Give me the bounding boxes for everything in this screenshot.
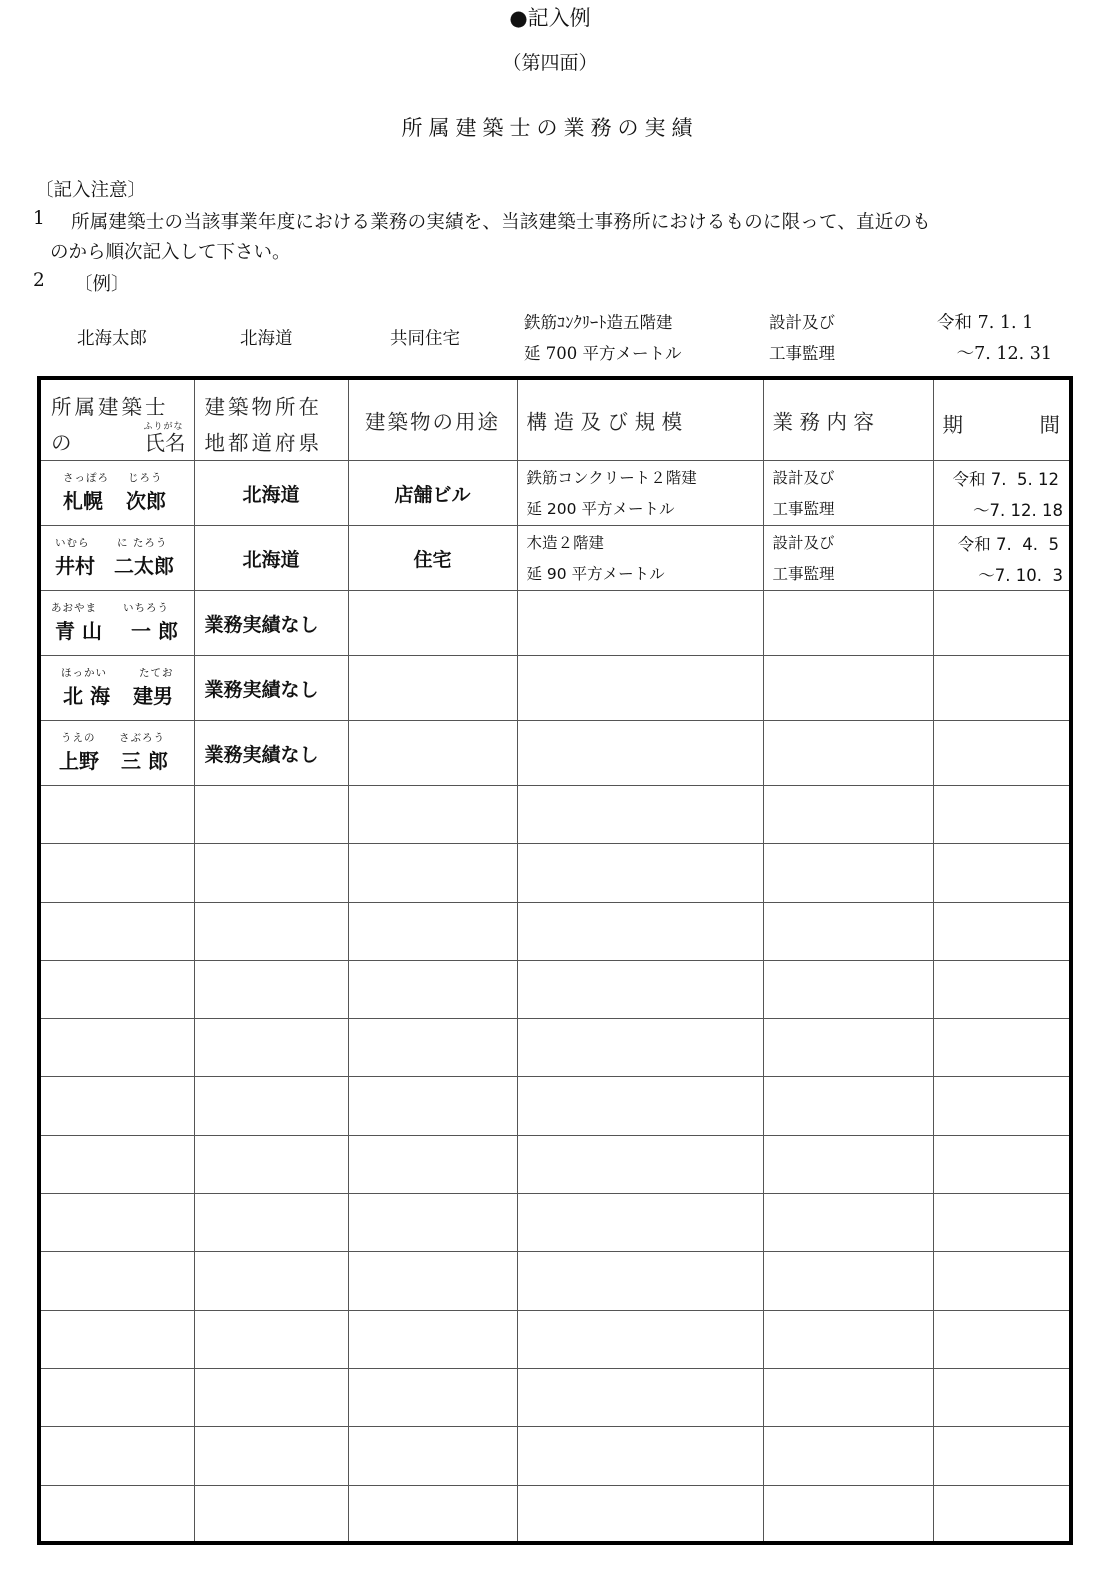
empty-cell (933, 1194, 1071, 1252)
example-name: 北海太郎 (77, 329, 147, 349)
empty-cell (933, 1368, 1071, 1426)
location-value: 業務実績なし (204, 743, 319, 766)
empty-cell (763, 844, 933, 902)
empty-cell (39, 1194, 194, 1252)
example-period-end: ～7. 12. 31 (956, 344, 1052, 364)
location-value: 北海道 (242, 483, 300, 506)
note-2-label: 〔例〕 (74, 274, 130, 295)
empty-table-row (39, 1019, 1071, 1077)
empty-cell (517, 1485, 763, 1543)
sample-label: ●記入例 (509, 6, 591, 30)
name-ruby-family: うえの (61, 732, 96, 744)
header-location-line1: 建築物所在 (204, 395, 322, 419)
empty-cell (194, 960, 348, 1018)
empty-cell (348, 960, 517, 1018)
use-cell (348, 461, 517, 526)
name-given: 次郎 (126, 489, 166, 513)
header-structure (517, 378, 763, 461)
empty-cell (39, 1252, 194, 1310)
note-1-line1: 所属建築士の当該事業年度における業務の実績を、当該建築士事務所におけるものに限って、直近のも (71, 212, 931, 233)
notes-heading: 〔記入注意〕 (35, 180, 147, 201)
empty-cell (194, 1194, 348, 1252)
name-family: 青 山 (55, 619, 102, 643)
structure-line1: 木造２階建 (526, 534, 605, 552)
empty-cell (39, 960, 194, 1018)
empty-cell (39, 1310, 194, 1368)
empty-cell (348, 1485, 517, 1543)
location-cell (194, 591, 348, 656)
empty-table-row (39, 1310, 1071, 1368)
empty-cell (39, 1019, 194, 1077)
header-structure-label: 構 造 及 び 規 模 (526, 410, 683, 434)
empty-cell (39, 1077, 194, 1135)
period-end: ～7. 12. 18 (973, 501, 1063, 520)
example-work-line2: 工事監理 (769, 344, 835, 363)
empty-cell (517, 786, 763, 844)
empty-cell (763, 1485, 933, 1543)
empty-cell (194, 1252, 348, 1310)
work-line2: 工事監理 (772, 565, 835, 583)
empty-cell (763, 1019, 933, 1077)
empty-table-row (39, 1077, 1071, 1135)
empty-cell (348, 1077, 517, 1135)
empty-cell (517, 1368, 763, 1426)
empty-table-row (39, 902, 1071, 960)
empty-table-row (39, 960, 1071, 1018)
work-cell (763, 461, 933, 526)
name-ruby-family: いむら (55, 537, 90, 549)
empty-cell (348, 902, 517, 960)
practice-record-table (37, 376, 1073, 1545)
use-value: 店舗ビル (394, 483, 471, 506)
empty-cell (348, 786, 517, 844)
empty-cell (39, 844, 194, 902)
table-row (39, 721, 1071, 786)
header-use-label: 建築物の用途 (365, 410, 500, 434)
location-cell (194, 461, 348, 526)
header-name-line2: 氏名 (144, 431, 186, 455)
empty-cell (933, 1427, 1071, 1485)
name-ruby-given: たてお (139, 667, 174, 679)
empty-cell (348, 1194, 517, 1252)
work-line1: 設計及び (772, 534, 835, 552)
empty-cell (933, 786, 1071, 844)
work-cell (763, 591, 933, 656)
name-given: 二太郎 (114, 554, 174, 578)
empty-cell (194, 1427, 348, 1485)
empty-table-row (39, 1135, 1071, 1193)
empty-cell (39, 902, 194, 960)
empty-cell (933, 1485, 1071, 1543)
use-cell (348, 721, 517, 786)
empty-cell (763, 1368, 933, 1426)
name-ruby-family: あおやま (51, 602, 97, 614)
work-line2: 工事監理 (772, 500, 835, 518)
empty-cell (763, 1252, 933, 1310)
empty-cell (517, 1019, 763, 1077)
table-row (39, 461, 1071, 526)
example-work-line1: 設計及び (769, 313, 835, 332)
empty-cell (194, 786, 348, 844)
name-family: 札幌 (63, 489, 103, 513)
empty-cell (39, 786, 194, 844)
note-1-number: 1 (33, 208, 45, 229)
header-period (933, 378, 1071, 461)
use-cell (348, 656, 517, 721)
empty-cell (194, 1077, 348, 1135)
header-use (348, 378, 517, 461)
location-cell (194, 526, 348, 591)
name-given: 三 郎 (121, 749, 168, 773)
location-cell (194, 656, 348, 721)
note-2-number: 2 (33, 270, 45, 291)
empty-cell (933, 844, 1071, 902)
empty-cell (933, 960, 1071, 1018)
empty-cell (348, 1135, 517, 1193)
location-value: 業務実績なし (204, 613, 319, 636)
empty-cell (194, 1135, 348, 1193)
structure-cell (517, 591, 763, 656)
empty-cell (763, 960, 933, 1018)
work-cell (763, 721, 933, 786)
empty-cell (517, 1077, 763, 1135)
empty-cell (763, 1077, 933, 1135)
table-header-row (39, 378, 1071, 461)
name-family: 上野 (59, 749, 99, 773)
empty-cell (517, 844, 763, 902)
name-cell (39, 721, 194, 786)
empty-table-row (39, 1427, 1071, 1485)
structure-line2: 延 200 平方メートル (526, 500, 675, 518)
empty-cell (348, 1310, 517, 1368)
empty-table-row (39, 1194, 1071, 1252)
use-cell (348, 526, 517, 591)
empty-cell (39, 1135, 194, 1193)
empty-cell (194, 1019, 348, 1077)
example-structure-line2: 延 700 平方メートル (524, 344, 682, 363)
header-location-line2: 地都道府県 (204, 431, 322, 455)
empty-cell (517, 1194, 763, 1252)
structure-cell (517, 461, 763, 526)
header-work (763, 378, 933, 461)
location-value: 北海道 (242, 548, 300, 571)
empty-table-row (39, 844, 1071, 902)
structure-cell (517, 656, 763, 721)
period-start: 令和 7. 5. 12 (952, 470, 1059, 489)
empty-cell (933, 1077, 1071, 1135)
header-name-no: の (51, 431, 72, 455)
note-1-line2: のから順次記入して下さい。 (50, 242, 291, 263)
empty-cell (517, 1427, 763, 1485)
empty-cell (517, 1252, 763, 1310)
name-cell (39, 656, 194, 721)
empty-cell (763, 1427, 933, 1485)
empty-table-row (39, 786, 1071, 844)
name-ruby-given: いちろう (123, 602, 169, 614)
name-ruby-family: ほっかい (61, 667, 107, 679)
structure-cell (517, 721, 763, 786)
period-cell (933, 656, 1071, 721)
header-name-ruby: ふりがな (143, 422, 184, 432)
period-cell (933, 461, 1071, 526)
empty-cell (763, 1310, 933, 1368)
empty-cell (763, 1194, 933, 1252)
location-cell (194, 721, 348, 786)
empty-cell (39, 1427, 194, 1485)
name-cell (39, 591, 194, 656)
example-prefecture: 北海道 (240, 329, 293, 349)
empty-cell (39, 1368, 194, 1426)
empty-cell (348, 1427, 517, 1485)
period-cell (933, 591, 1071, 656)
period-cell (933, 526, 1071, 591)
location-value: 業務実績なし (204, 678, 319, 701)
name-cell (39, 461, 194, 526)
empty-cell (933, 1310, 1071, 1368)
example-use: 共同住宅 (390, 329, 460, 349)
empty-cell (517, 1135, 763, 1193)
header-location (194, 378, 348, 461)
name-family: 北 海 (63, 684, 110, 708)
empty-cell (933, 1135, 1071, 1193)
empty-cell (933, 1252, 1071, 1310)
empty-cell (517, 960, 763, 1018)
structure-cell (517, 526, 763, 591)
structure-line1: 鉄筋コンクリート２階建 (526, 469, 697, 487)
use-value: 住宅 (413, 548, 452, 571)
empty-table-row (39, 1485, 1071, 1543)
page-face-label: （第四面） (502, 52, 598, 74)
work-cell (763, 656, 933, 721)
work-line1: 設計及び (772, 469, 835, 487)
table-row (39, 526, 1071, 591)
structure-line2: 延 90 平方メートル (526, 565, 665, 583)
empty-cell (348, 1252, 517, 1310)
empty-cell (348, 1368, 517, 1426)
use-cell (348, 591, 517, 656)
example-structure-line1: 鉄筋ｺﾝｸﾘｰﾄ造五階建 (524, 313, 673, 332)
empty-cell (933, 902, 1071, 960)
period-start: 令和 7. 4. 5 (957, 535, 1059, 554)
name-ruby-given: に たろう (117, 537, 168, 549)
name-cell (39, 526, 194, 591)
header-period-left: 期 (942, 413, 963, 437)
name-ruby-given: じろう (128, 472, 163, 484)
name-given: 建男 (133, 684, 173, 708)
document-title: 所属建築士の業務の実績 (401, 116, 699, 140)
name-given: 一 郎 (131, 619, 178, 643)
period-cell (933, 721, 1071, 786)
empty-rows (39, 786, 1071, 1544)
empty-cell (194, 1485, 348, 1543)
header-work-label: 業 務 内 容 (772, 410, 875, 434)
empty-cell (517, 1310, 763, 1368)
empty-cell (763, 786, 933, 844)
header-name-line1: 所属建築士 (51, 395, 169, 419)
header-architect-name (39, 378, 194, 461)
empty-cell (348, 844, 517, 902)
empty-cell (517, 902, 763, 960)
example-period-start: 令和 7. 1. 1 (937, 313, 1034, 333)
name-ruby-given: さぶろう (119, 732, 165, 744)
empty-table-row (39, 1368, 1071, 1426)
empty-cell (194, 1368, 348, 1426)
empty-table-row (39, 1252, 1071, 1310)
header-period-right: 間 (1039, 413, 1060, 437)
period-end: ～7. 10. 3 (978, 566, 1063, 585)
empty-cell (763, 902, 933, 960)
name-family: 井村 (55, 554, 95, 578)
empty-cell (194, 1310, 348, 1368)
empty-cell (39, 1485, 194, 1543)
table-row (39, 656, 1071, 721)
name-ruby-family: さっぽろ (63, 472, 109, 484)
table-row (39, 591, 1071, 656)
empty-cell (194, 902, 348, 960)
empty-cell (763, 1135, 933, 1193)
empty-cell (194, 844, 348, 902)
empty-cell (348, 1019, 517, 1077)
empty-cell (933, 1019, 1071, 1077)
work-cell (763, 526, 933, 591)
